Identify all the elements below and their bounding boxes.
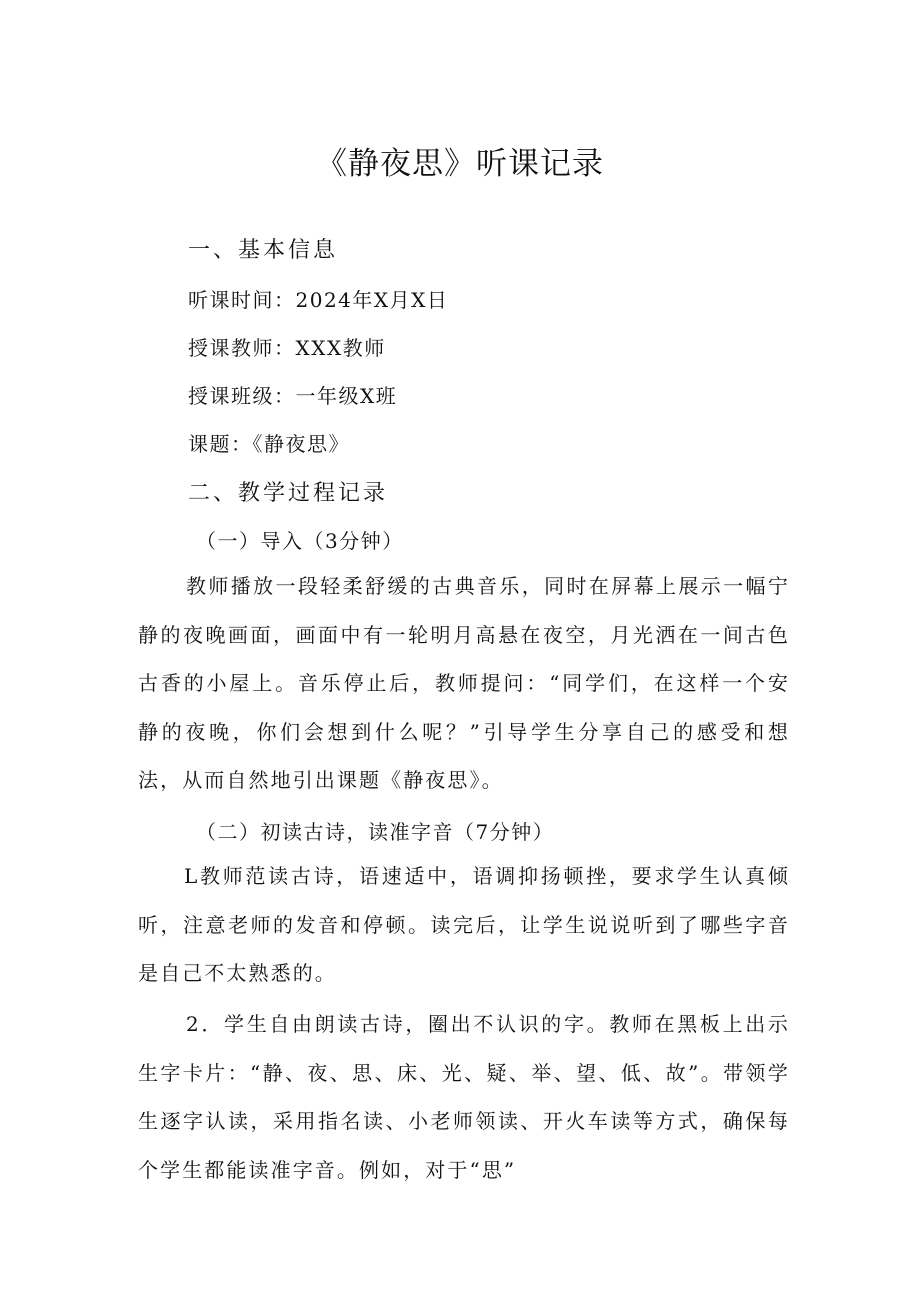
document-title: 《静夜思》听课记录 — [316, 146, 604, 182]
info-time: 听课时间：2024年X月X日 — [188, 288, 449, 312]
subsection-heading-first-reading: （二）初读古诗，读准字音（7分钟） — [196, 820, 555, 844]
paragraph-student-reading: 2．学生自由朗读古诗，圈出不认识的字。教师在黑板上出示生字卡片：“静、夜、思、床、光、疑、举、望、低、故”。带领学生逐字认读，采用指名读、小老师领读、开火车读等方式，确保每个学生都能读准字音。例如，对于“思” — [138, 1012, 790, 1182]
section-heading-basic-info: 一、基本信息 — [188, 238, 339, 263]
paragraph-teacher-reading: L教师范读古诗，语速适中，语调抑扬顿挫，要求学生认真倾听，注意老师的发音和停顿。读完后，让学生说说听到了哪些字音是自己不太熟悉的。 — [138, 864, 790, 985]
section-heading-process: 二、教学过程记录 — [188, 481, 389, 506]
info-teacher: 授课教师：XXX教师 — [188, 336, 386, 360]
paragraph-intro: 教师播放一段轻柔舒缓的古典音乐，同时在屏幕上展示一幅宁静的夜晚画面，画面中有一轮明月高悬在夜空，月光洒在一间古色古香的小屋上。音乐停止后，教师提问：“同学们，在这样一个安静的夜晚，你们会想到什么呢？”引导学生分享自己的感受和想法，从而自然地引出课题《静夜思》。 — [138, 574, 790, 792]
subsection-heading-intro: （一）导入（3分钟） — [196, 529, 404, 553]
info-class: 授课班级：一年级X班 — [188, 384, 398, 408]
info-topic: 课题：《静夜思》 — [188, 432, 350, 456]
